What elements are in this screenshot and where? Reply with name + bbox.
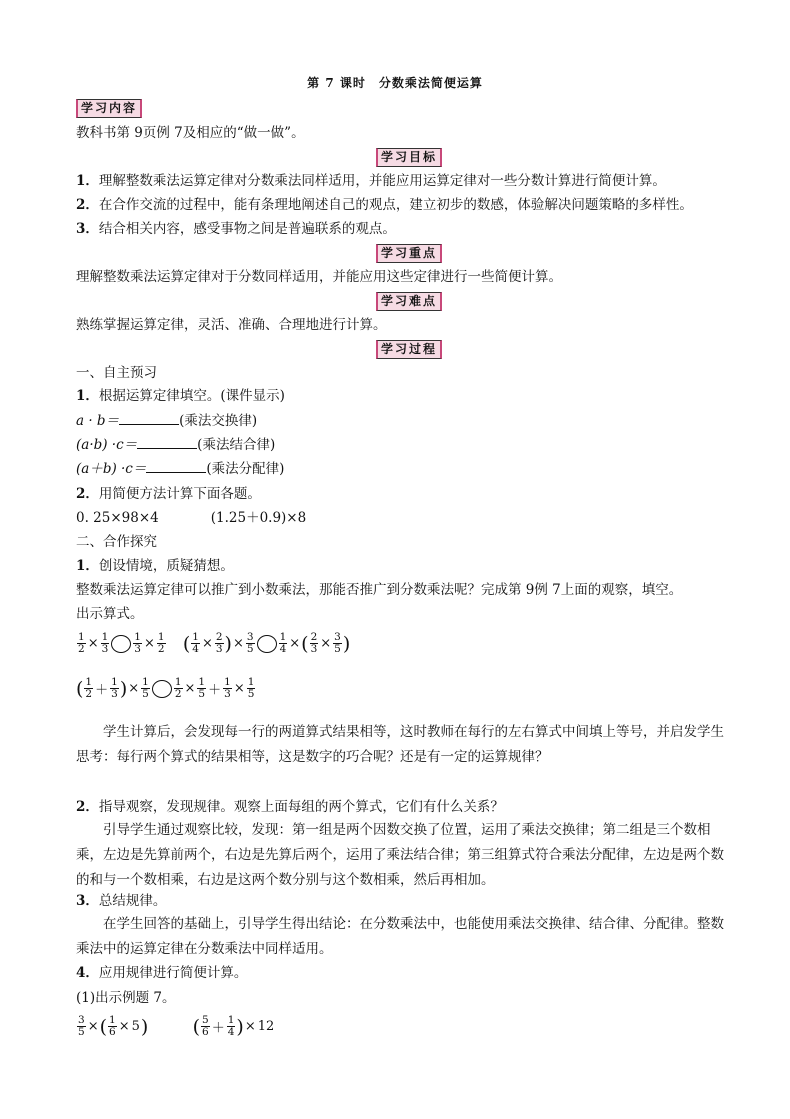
blank-circle xyxy=(257,635,277,653)
blank-line xyxy=(119,412,179,425)
law-distributive: (a＋b) ·c＝ (乘法分配律) xyxy=(76,461,285,477)
fraction: $\frac{1}{4}$ xyxy=(227,1014,235,1038)
fraction: $\frac{1}{3}$ xyxy=(224,676,231,700)
equation-row-2: ( $\frac{1}{2}$ ＋ $\frac{1}{3}$ )× $\frac{1}{5}$ $\frac{1}{2}$ × $\frac{1}{5}$ ＋ $\frac{1}{3}$ × $\frac{1}{5}$ xyxy=(76,676,255,700)
fraction: $\frac{2}{3}$ xyxy=(215,631,223,655)
fraction: $\frac{1}{3}$ xyxy=(101,631,109,655)
step-1-show: 出示算式。 xyxy=(76,606,144,622)
step-1: 1．创设情境，质疑猜想。 xyxy=(76,558,234,574)
step-2: 2．指导观察，发现规律。观察上面每组的两个算式，它们有什么关系？ xyxy=(76,799,504,815)
fraction: $\frac{3}{5}$ xyxy=(246,631,254,655)
part-heading: 二、合作探究 xyxy=(76,534,157,550)
fraction: $\frac{1}{2}$ xyxy=(157,631,165,655)
fraction: $\frac{5}{6}$ xyxy=(202,1014,209,1038)
fraction: $\frac{1}{5}$ xyxy=(247,676,255,700)
step-3: 3．总结规律。 xyxy=(76,893,167,909)
step-4: 4．应用规律进行简便计算。 xyxy=(76,965,248,981)
fraction: $\frac{1}{5}$ xyxy=(198,676,206,700)
section-label-key: 学习重点 xyxy=(376,244,442,263)
blank-circle xyxy=(152,680,172,698)
step-4-example: (1)出示例题 7。 xyxy=(76,990,176,1006)
goal-item: 2．在合作交流的过程中，能有条理地阐述自己的观点，建立初步的数感，体验解决问题策略的多样性。 xyxy=(76,197,693,213)
law-associative: (a·b) ·c＝ (乘法结合律) xyxy=(76,437,276,453)
example-7-expressions: $\frac{3}{5}$ ×( $\frac{1}{6}$ × 5) ( $\frac{5}{6}$ ＋ $\frac{1}{4}$ )× 12 xyxy=(78,1014,275,1038)
fraction: $\frac{1}{3}$ xyxy=(111,676,118,700)
fraction: $\frac{1}{6}$ xyxy=(109,1014,116,1038)
lesson-title: 第 7 课时 分数乘法简便运算 xyxy=(307,76,483,90)
fraction: $\frac{3}{5}$ xyxy=(78,1014,85,1038)
step-3-paragraph: 在学生回答的基础上，引导学生得出结论：在分数乘法中，也能使用乘法交换律、结合律、分配律。整数乘法中的运算定律在分数乘法中同样适用。 xyxy=(76,916,724,957)
blank-line xyxy=(137,436,197,449)
question-1: 1．根据运算定律填空。(课件显示) xyxy=(76,388,285,404)
fraction: $\frac{1}{4}$ xyxy=(192,631,199,655)
difficulty-text: 熟练掌握运算定律，灵活、准确、合理地进行计算。 xyxy=(76,317,387,333)
goal-item: 1．理解整数乘法运算定律对分数乘法同样适用，并能应用运算定律对一些分数计算进行简便计算。 xyxy=(76,173,666,189)
law-commutative: a · b＝ (乘法交换律) xyxy=(76,413,258,429)
step-2-paragraph: 引导学生通过观察比较，发现：第一组是两个因数交换了位置，运用了乘法交换律；第二组是三个数相乘，左边是先算前两个，右边是先算后两个，运用了乘法结合律；第三组算式符合乘法分配律，左边是两个数的和与一个数相乘，右边是这两个数分别与这个数相乘，然后再相加。 xyxy=(76,822,724,888)
blank-line xyxy=(146,460,206,473)
fraction: $\frac{3}{5}$ xyxy=(334,631,341,655)
section-label-goals: 学习目标 xyxy=(376,148,442,167)
section-label-difficulty: 学习难点 xyxy=(376,292,442,311)
fraction: $\frac{1}{2}$ xyxy=(85,676,93,700)
question-2-expressions: 0. 25×98×4 (1.25＋0.9)×8 xyxy=(76,510,307,526)
goal-item: 3．结合相关内容，感受事物之间是普遍联系的观点。 xyxy=(76,221,396,237)
key-text: 理解整数乘法运算定律对于分数同样适用，并能应用这些定律进行一些简便计算。 xyxy=(76,269,562,285)
equation-row-1: $\frac{1}{2}$ × $\frac{1}{3}$ $\frac{1}{3}$ × $\frac{1}{2}$ ( $\frac{1}{4}$ × $\frac{2}{3}$ )× $\frac{3}{5}$ $\frac{1}{4}$ ×( $\frac{2}{3}$ × $\frac{3}{5}$ ) xyxy=(78,631,351,655)
content-text: 教科书第 9页例 7及相应的“做一做”。 xyxy=(76,125,305,141)
section-label-content: 学习内容 xyxy=(76,99,142,118)
blank-circle xyxy=(111,635,131,653)
fraction: $\frac{2}{3}$ xyxy=(310,631,318,655)
question-2: 2．用简便方法计算下面各题。 xyxy=(76,486,261,502)
fraction: $\frac{1}{3}$ xyxy=(134,631,141,655)
fraction: $\frac{1}{4}$ xyxy=(279,631,287,655)
part-heading: 一、自主预习 xyxy=(76,365,157,381)
step-1-paragraph: 整数乘法运算定律可以推广到小数乘法，那能否推广到分数乘法呢？完成第 9例 7上面的观察，填空。 xyxy=(76,582,683,598)
fraction: $\frac{1}{2}$ xyxy=(174,676,182,700)
fraction: $\frac{1}{2}$ xyxy=(78,631,85,655)
fraction: $\frac{1}{5}$ xyxy=(142,676,149,700)
step-1-explanation: 学生计算后，会发现每一行的两道算式结果相等，这时教师在每行的左右算式中间填上等号，并启发学生思考：每行两个算式的结果相等，这是数字的巧合呢？还是有一定的运算规律？ xyxy=(76,724,724,765)
section-label-process: 学习过程 xyxy=(376,340,442,359)
